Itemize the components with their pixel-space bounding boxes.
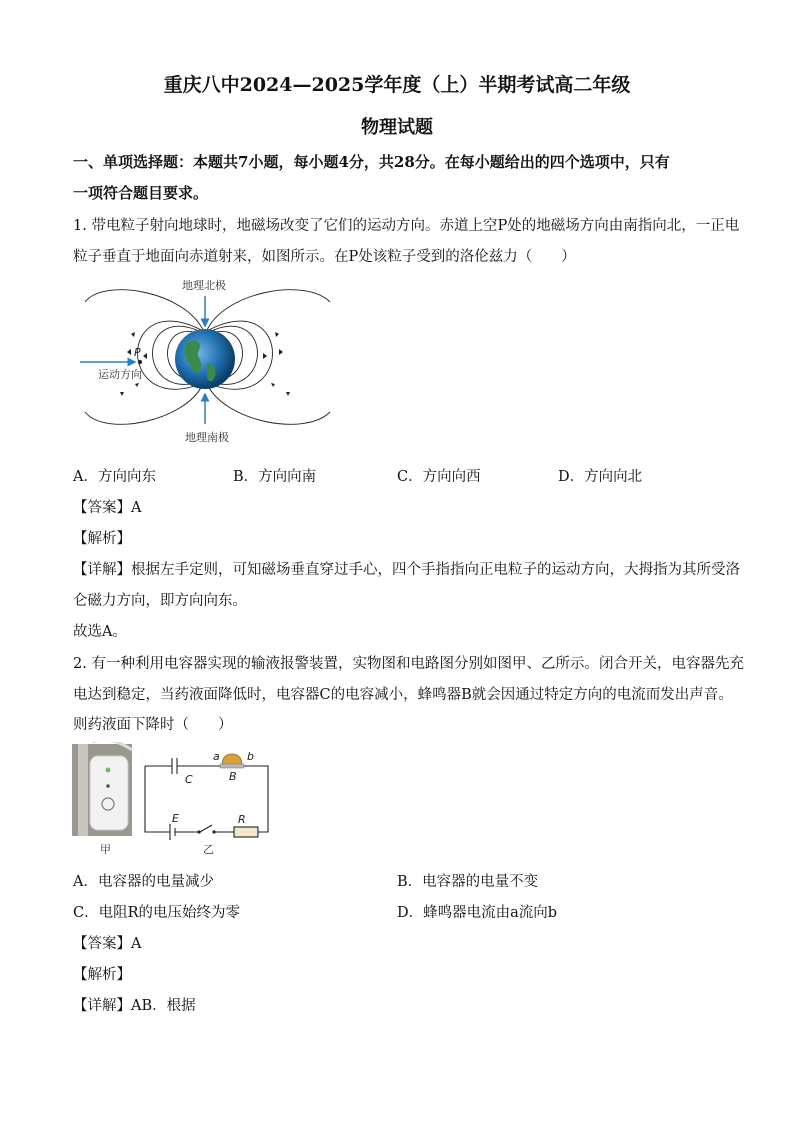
- q2-figure: [72, 742, 277, 858]
- q1-option-c[interactable]: C．方向向西: [397, 469, 481, 485]
- q2-analysis: 【解析】: [73, 967, 131, 983]
- point-p-label: P: [134, 346, 141, 359]
- q2-option-b[interactable]: B．电容器的电量不变: [397, 874, 539, 890]
- q1-option-a[interactable]: A．方向向东: [73, 469, 156, 485]
- earth-globe: [175, 329, 235, 389]
- label-capacitor-c: C: [185, 773, 193, 786]
- subject-title: 物理试题: [361, 117, 433, 138]
- q2-answer: 【答案】A: [73, 936, 142, 952]
- q2-detail: 【详解】AB．根据: [73, 998, 196, 1014]
- label-source-e: E: [172, 812, 179, 825]
- section-heading-line2: 一项符合题目要求。: [73, 184, 209, 202]
- label-yi: 乙: [203, 843, 214, 856]
- label-resistor-r: R: [238, 813, 246, 826]
- q2-stem-line1: 2. 有一种利用电容器实现的输液报警装置，实物图和电路图分别如图甲、乙所示。闭合开关，电容器先充: [73, 656, 744, 672]
- page-title: 重庆八中2024—2025学年度（上）半期考试高二年级: [163, 74, 631, 96]
- q1-earth-figure: [75, 272, 345, 452]
- device-photo: [72, 742, 132, 836]
- q1-detail-line2: 仑磁力方向，即方向向东。: [73, 593, 247, 609]
- q1-stem-line1: 1. 带电粒子射向地球时，地磁场改变了它们的运动方向。赤道上空P处的地磁场方向由南指向北，一正电: [73, 218, 740, 234]
- north-pole-label: 地理北极: [182, 279, 226, 292]
- q1-conclusion: 故选A。: [73, 624, 127, 640]
- q1-answer: 【答案】A: [73, 500, 142, 516]
- south-pole-label: 地理南极: [185, 431, 229, 444]
- direction-label: 运动方向: [98, 368, 142, 381]
- label-b: b: [247, 750, 254, 763]
- q1-option-d[interactable]: D．方向向北: [558, 469, 643, 485]
- label-a: a: [213, 750, 220, 763]
- q2-option-d[interactable]: D．蜂鸣器电流由a流向b: [397, 905, 558, 921]
- q2-option-a[interactable]: A．电容器的电量减少: [73, 874, 214, 890]
- section-heading-line1: 一、单项选择题：本题共7小题，每小题4分，共28分。在每小题给出的四个选项中，只有: [73, 153, 670, 171]
- label-buzzer-b: B: [229, 770, 237, 783]
- q2-stem-line3: 则药液面下降时（ ）: [73, 717, 233, 733]
- q2-stem-line2: 电达到稳定，当药液面降低时，电容器C的电容减小，蜂鸣器B就会因通过特定方向的电流而发出声音。: [73, 687, 733, 703]
- q1-stem-line2: 粒子垂直于地面向赤道射来，如图所示。在P处该粒子受到的洛伦兹力（ ）: [73, 249, 576, 265]
- label-jia: 甲: [100, 843, 111, 856]
- q1-analysis: 【解析】: [73, 531, 131, 547]
- circuit-diagram: [145, 758, 268, 840]
- q2-option-c[interactable]: C．电阻R的电压始终为零: [73, 905, 241, 921]
- q1-option-b[interactable]: B．方向向南: [233, 469, 317, 485]
- q1-detail-line1: 【详解】根据左手定则，可知磁场垂直穿过手心，四个手指指向正电粒子的运动方向，大拇指为其所受洛: [73, 562, 740, 578]
